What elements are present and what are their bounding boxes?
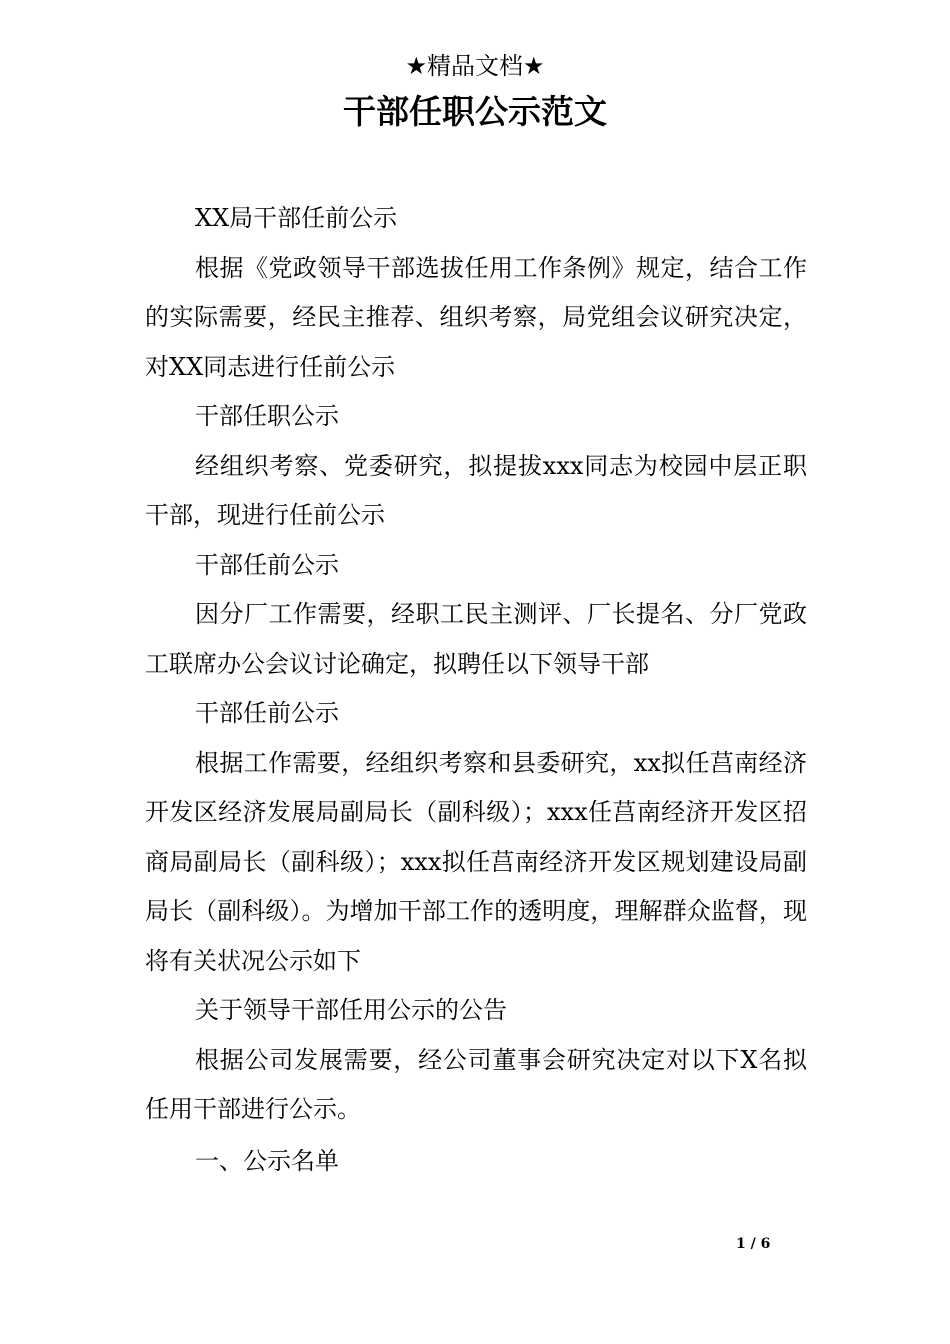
paragraph-body: 经组织考察、党委研究，拟提拔xxx同志为校园中层正职干部，现进行任前公示	[145, 451, 807, 529]
document-body	[145, 194, 807, 1186]
paragraph-heading-appointment: 干部任职公示	[195, 402, 339, 430]
paragraph-section-list: 一、公示名单	[195, 1146, 339, 1175]
paragraph-heading-pre-appointment: 干部任前公示	[195, 699, 339, 727]
document-header: ★精品文档★	[405, 52, 545, 80]
paragraph-body: 根据《党政领导干部选拔任用工作条例》规定，结合工作的实际需要，经民主推荐、组织考察，局党组会议研究决定，对XX同志进行任前公示	[145, 253, 807, 381]
paragraph-body: 根据工作需要，经组织考察和县委研究，xx拟任莒南经济开发区经济发展局副局长（副科级）；xxx任莒南经济开发区招商局副局长（副科级）；xxx拟任莒南经济开发区规划建设局副局长（副科级）。为增加干部工作的透明度，理解群众监督，现将有关状况公示如下	[145, 748, 807, 975]
paragraph-heading-pre-appointment: 干部任前公示	[195, 550, 339, 579]
paragraph-heading-xx-bureau: XX局干部任前公示	[195, 204, 398, 232]
paragraph-heading-announcement: 关于领导干部任用公示的公告	[195, 996, 507, 1024]
page-indicator: 1 / 6	[736, 1236, 771, 1252]
paragraph-body: 根据公司发展需要，经公司董事会研究决定对以下X名拟任用干部进行公示。	[145, 1045, 807, 1123]
document-title: 干部任职公示范文	[343, 92, 607, 131]
paragraph-body: 因分厂工作需要，经职工民主测评、厂长提名、分厂党政工联席办公会议讨论确定，拟聘任以下领导干部	[145, 600, 807, 678]
